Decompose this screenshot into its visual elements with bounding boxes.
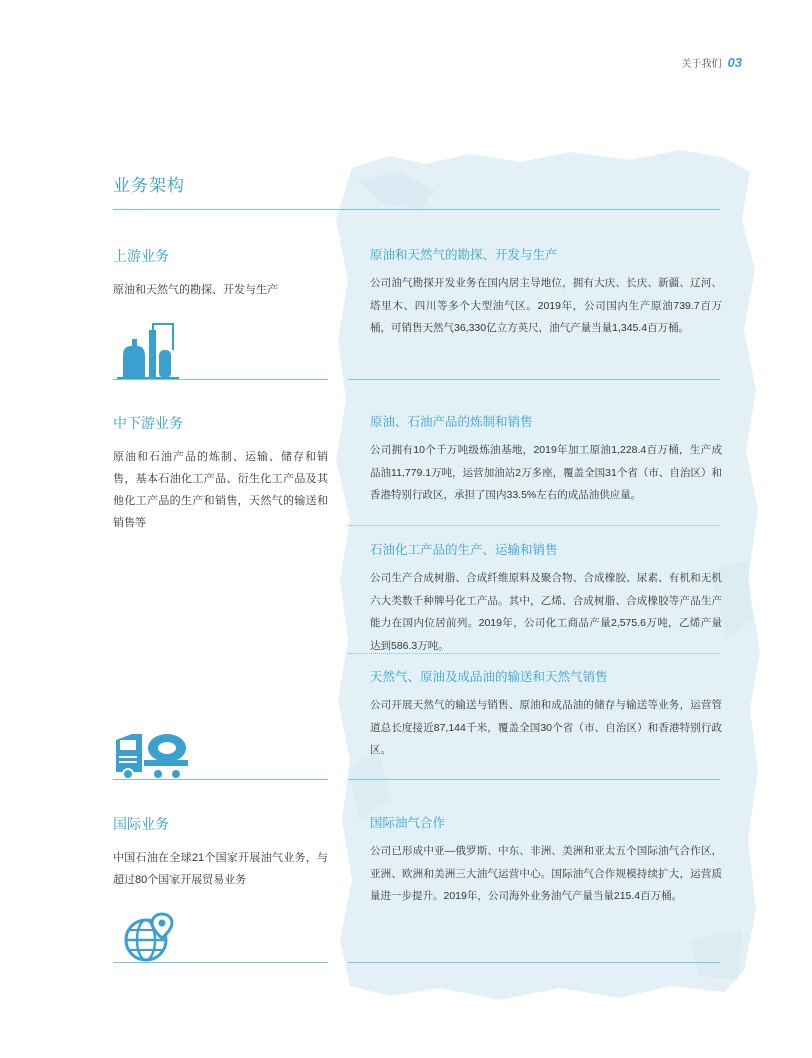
- international-detail-title: 国际油气合作: [370, 816, 446, 830]
- downstream-detail-0: [370, 412, 722, 507]
- upstream-detail-0: [370, 245, 722, 340]
- petrochemical-text: 公司生产合成树脂、合成纤维原料及聚合物、合成橡胶、尿素、有机和无机六大类数千种牌号化工产品。其中，乙烯、合成树脂、合成橡胶等产品生产能力在国内位居前列。2019年，公司化工商品产量2,575.6万吨，乙烯产量达到586.3万吨。: [370, 572, 722, 652]
- page-number: 03: [727, 55, 742, 70]
- upstream-description: 原油和天然气的勘探、开发与生产: [113, 284, 278, 296]
- pipeline-text: 公司开展天然气的输送与销售、原油和成品油的储存与输送等业务，运营管道总长度接近87,144千米，覆盖全国30个省（市、自治区）和香港特别行政区。: [370, 699, 722, 756]
- international-detail-0: [370, 813, 722, 908]
- header-label: 关于我们: [681, 59, 722, 70]
- section-title: 业务架构: [113, 176, 185, 195]
- petrochemical-title: 石油化工产品的生产、运输和销售: [370, 543, 558, 557]
- international-divider-left: [113, 962, 328, 963]
- international-divider-right: [348, 962, 720, 963]
- downstream-divider-right: [348, 779, 720, 780]
- detail-dotted-divider: [348, 653, 720, 654]
- upstream-detail-text: 公司油气勘探开发业务在国内居主导地位，拥有大庆、长庆、新疆、辽河、塔里木、四川等多个大型油气区。2019年，公司国内生产原油739.7百万桶，可销售天然气36,330亿立方英尺，油气产量当量1,345.4百万桶。: [370, 277, 722, 334]
- upstream-divider-left: [113, 379, 328, 380]
- refining-text: 公司拥有10个千万吨级炼油基地，2019年加工原油1,228.4百万桶，生产成品油11,779.1万吨，运营加油站2万多座，覆盖全国31个省（市、自治区）和香港特别行政区，承担了国内33.5%左右的成品油供应量。: [370, 444, 722, 501]
- international-title: 国际业务: [113, 816, 169, 832]
- international-summary: [113, 814, 328, 891]
- downstream-detail-1: [370, 540, 722, 657]
- upstream-title: 上游业务: [113, 248, 169, 264]
- upstream-detail-title: 原油和天然气的勘探、开发与生产: [370, 248, 558, 262]
- detail-dotted-divider: [348, 525, 720, 526]
- international-description: 中国石油在全球21个国家开展油气业务，与超过80个国家开展贸易业务: [113, 852, 328, 886]
- title-divider: [113, 209, 720, 210]
- upstream-divider-right: [348, 379, 720, 380]
- tanker-truck-icon: [112, 728, 192, 780]
- page-header: [682, 55, 742, 70]
- pipeline-title: 天然气、原油及成品油的输送和天然气销售: [370, 670, 608, 684]
- downstream-detail-2: [370, 667, 722, 762]
- upstream-summary: [113, 246, 328, 301]
- downstream-title: 中下游业务: [113, 415, 183, 431]
- downstream-summary: [113, 413, 328, 534]
- downstream-divider-left: [113, 779, 328, 780]
- oil-refinery-icon: [113, 320, 183, 380]
- downstream-description: 原油和石油产品的炼制、运输、储存和销售，基本石油化工产品、衍生化工产品及其他化工产品的生产和销售，天然气的输送和销售等: [113, 451, 328, 529]
- globe-location-icon: [122, 912, 178, 964]
- refining-title: 原油、石油产品的炼制和销售: [370, 415, 533, 429]
- international-detail-text: 公司已形成中亚—俄罗斯、中东、非洲、美洲和亚太五个国际油气合作区，亚洲、欧洲和美洲三大油气运营中心。国际油气合作规模持续扩大，运营质量进一步提升。2019年，公司海外业务油气产量当量215.4百万桶。: [370, 845, 722, 902]
